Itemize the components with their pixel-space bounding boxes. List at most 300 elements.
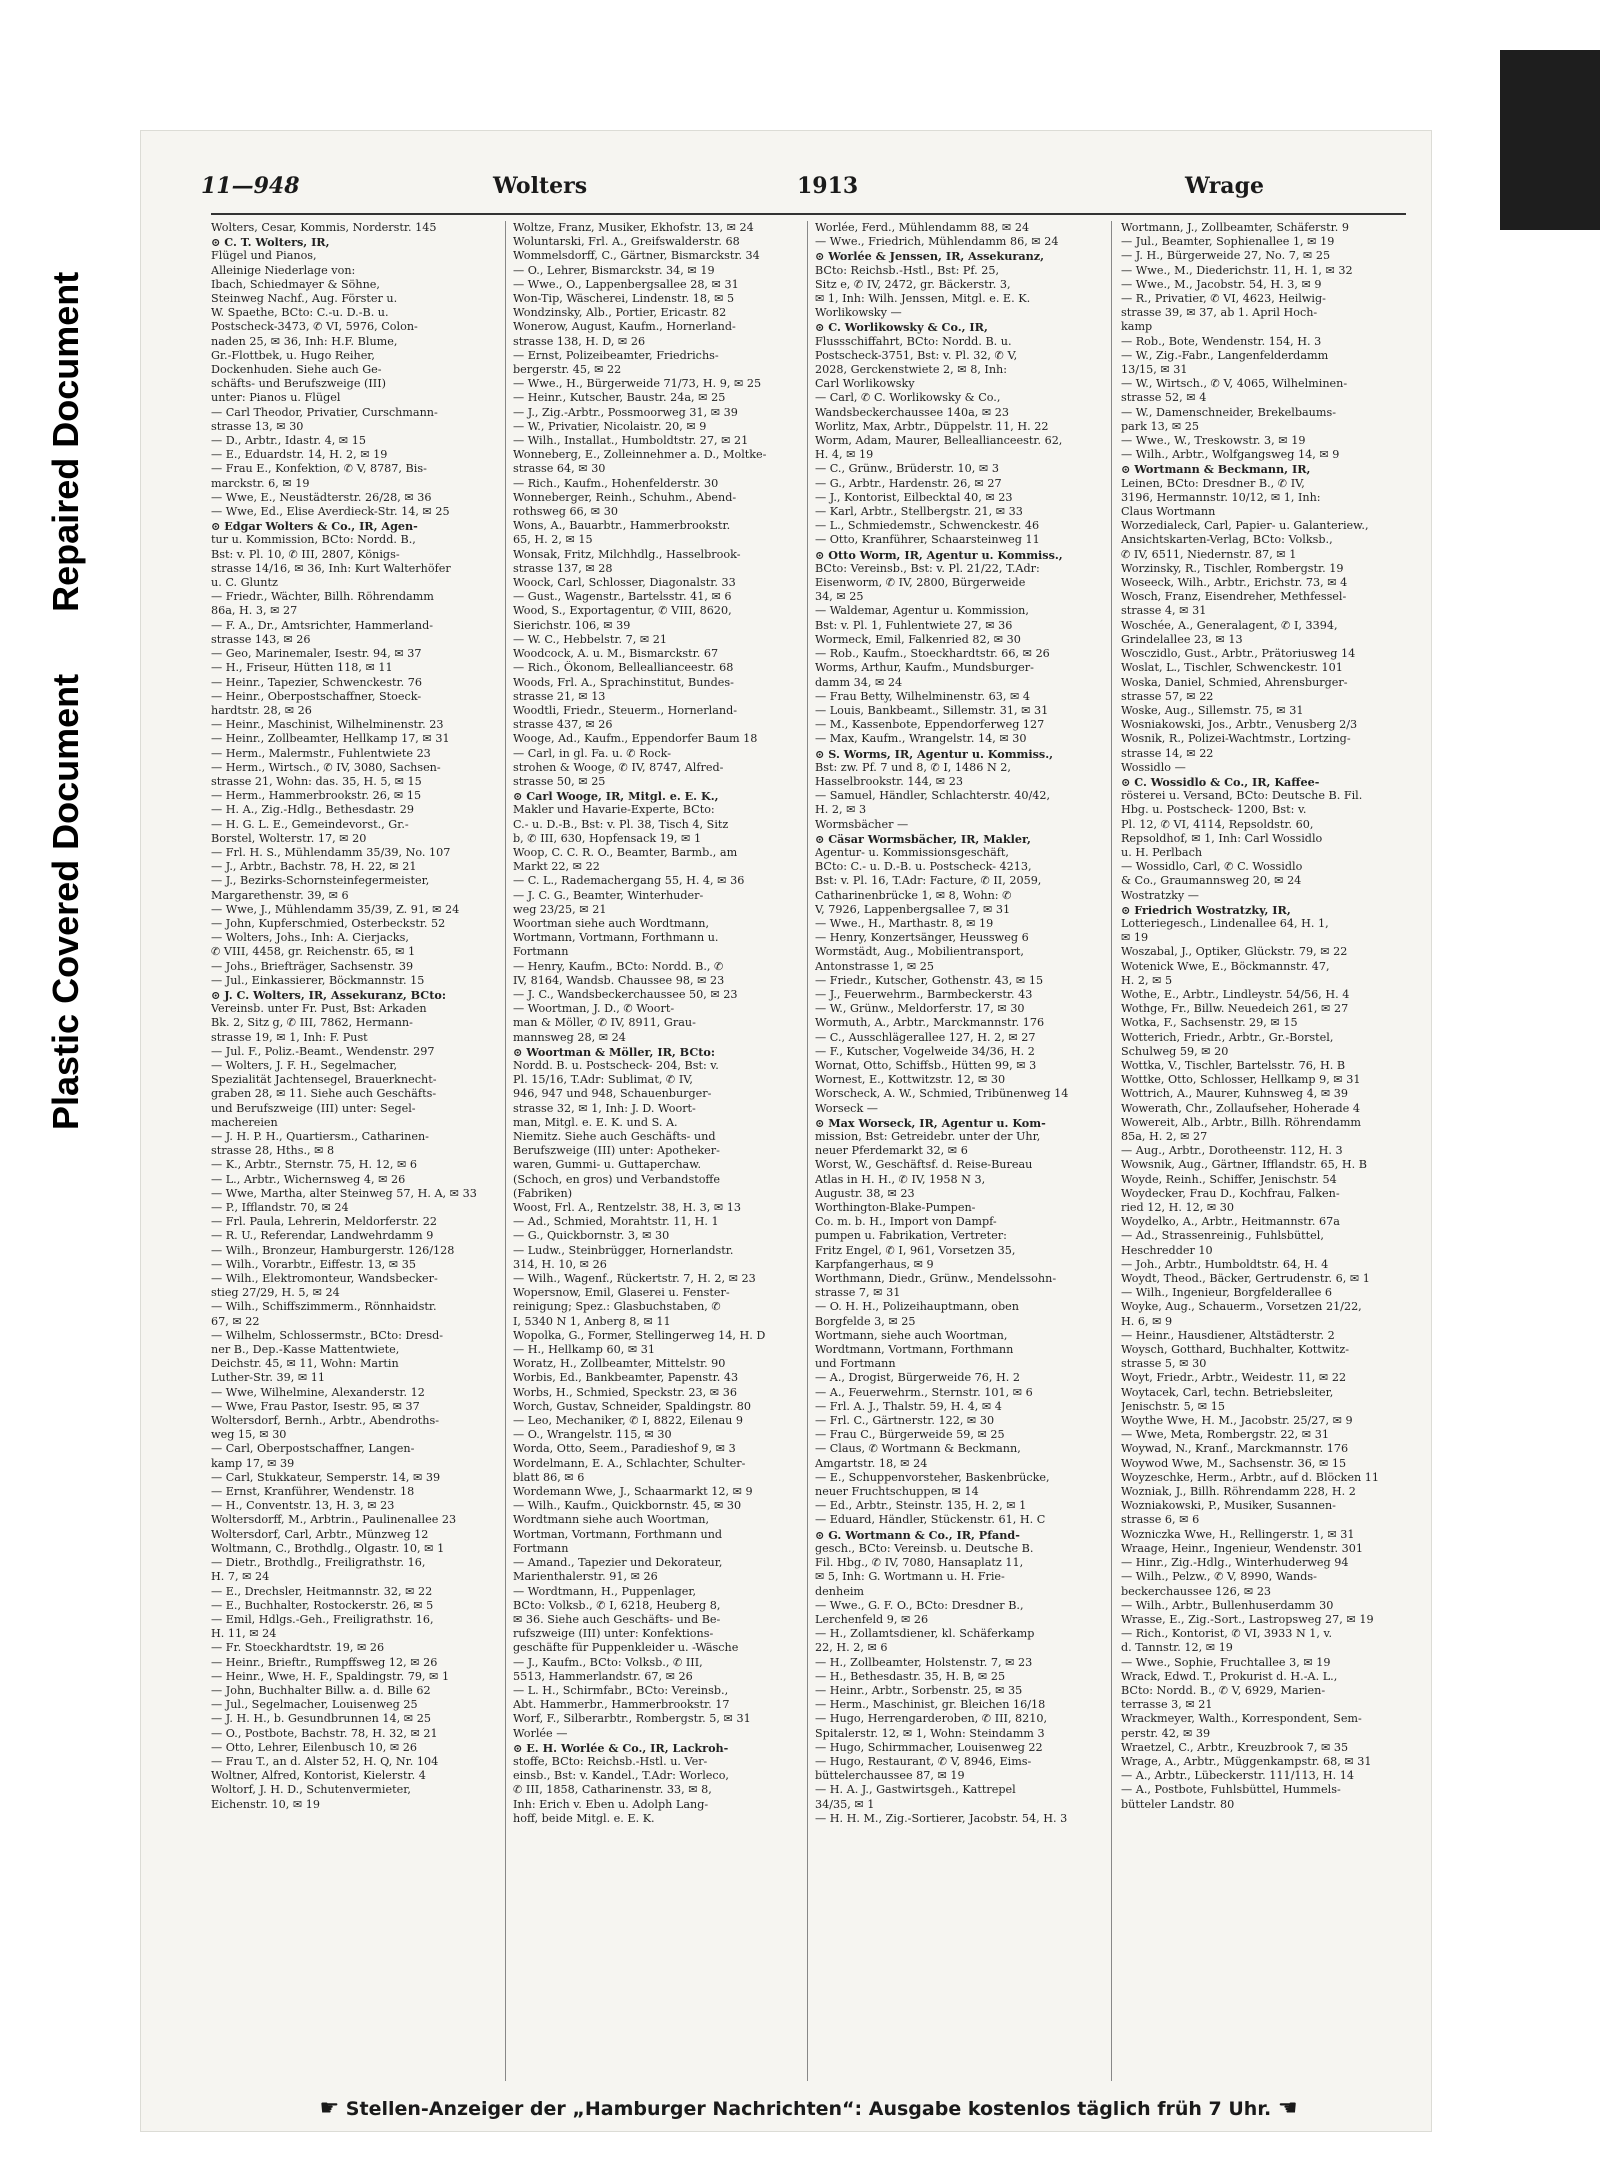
directory-entry-line: stieg 27/29, H. 5, ✉ 24 [211,1286,340,1300]
directory-entry-line: — Heinr., Wwe, H. F., Spaldingstr. 79, ✉ 1 [211,1669,450,1683]
directory-entry-line: Wandsbeckerchaussee 140a, ✉ 23 [815,405,1010,419]
directory-entry-line: Worseck — [815,1101,878,1115]
directory-entry-line: Wowerath, Chr., Zollaufseher, Hoherade 4 [1121,1101,1360,1115]
directory-entry-line: — Frau T., an d. Alster 52, H. Q, Nr. 104 [211,1754,439,1768]
directory-entry-line: — F. A., Dr., Amtsrichter, Hammerland- [211,618,434,632]
directory-entry-line: bergerstr. 45, ✉ 22 [513,363,622,377]
directory-entry-line: Margarethenstr. 39, ✉ 6 [211,888,349,902]
directory-entry-line: Inh: Erich v. Eben u. Adolph Lang- [513,1797,709,1811]
directory-entry-line: geschäfte für Puppenkleider u. -Wäsche [513,1641,739,1655]
directory-entry-line: Wolters, Cesar, Kommis, Norderstr. 145 [211,221,437,234]
directory-entry-line: 13/15, ✉ 31 [1121,363,1188,377]
directory-entry-line: — Dietr., Brothdlg., Freiligrathstr. 16, [211,1556,426,1570]
directory-entry-line: 314, H. 10, ✉ 26 [513,1257,607,1271]
directory-entry-line: — Wilh., Schiffszimmerm., Rönnhaidstr. [211,1300,437,1314]
directory-entry-line: Jenischstr. 5, ✉ 15 [1121,1399,1225,1413]
directory-entry-line: unter: Pianos u. Flügel [211,391,341,405]
directory-entry-line: — H., Zollamtsdiener, kl. Schäferkamp [815,1627,1035,1641]
directory-entry-line: Karpfangerhaus, ✉ 9 [815,1257,934,1271]
directory-entry-line: Bst: v. Pl. 16, T.Adr: Facture, ✆ II, 2059, [815,874,1042,888]
directory-entry-line: ⊙ Woortman & Möller, IR, BCto: [513,1044,715,1059]
directory-entry-line: Woltze, Franz, Musiker, Ekhofstr. 13, ✉ 24 [513,221,754,234]
directory-entry-line: Worlikowsky — [815,306,902,320]
directory-entry-line: rösterei u. Versand, BCto: Deutsche B. Fil. [1121,789,1363,803]
directory-entry-line: Worbis, Ed., Bankbeamter, Papenstr. 43 [513,1371,739,1385]
header-year: 1913 [797,173,859,199]
directory-entry-line: — W., Zig.-Fabr., Langenfelderdamm [1121,348,1329,362]
directory-entry-line: — Hugo, Schirmmacher, Louisenweg 22 [815,1740,1043,1754]
directory-entry-line: b, ✆ III, 630, Hopfensack 19, ✉ 1 [513,831,702,845]
directory-entry-line: strasse 50, ✉ 25 [513,774,606,788]
directory-entry-line: Wornat, Otto, Schiffsb., Hütten 99, ✉ 3 [815,1058,1037,1072]
directory-entry-line: Worch, Gustav, Schneider, Spaldingstr. 80 [513,1399,751,1413]
directory-entry-line: Wonsak, Fritz, Milchhdlg., Hasselbrook- [513,547,741,561]
directory-entry-line: Woywad, N., Kranf., Marckmannstr. 176 [1121,1442,1349,1456]
directory-entry-line: — Aug., Arbtr., Dorotheenstr. 112, H. 3 [1121,1144,1343,1158]
directory-entry-line: strasse 19, ✉ 1, Inh: F. Pust [211,1030,368,1044]
directory-entry-line: Wrage, A., Arbtr., Müggenkampstr. 68, ✉ 31 [1121,1754,1372,1768]
directory-entry-line: — Herm., Maschinist, gr. Bleichen 16/18 [815,1698,1046,1712]
directory-entry-line: strasse 64, ✉ 30 [513,462,606,476]
directory-entry-line: Hasselbrookstr. 144, ✉ 23 [815,774,963,788]
directory-entry-line: Postscheck-3473, ✆ VI, 5976, Colon- [211,320,418,334]
directory-entry-line: — Wilh., Elektromonteur, Wandsbecker- [211,1272,438,1286]
directory-entry-line: Worlée — [513,1726,568,1740]
directory-entry-line: graben 28, ✉ 11. Siehe auch Geschäfts- [211,1087,437,1101]
directory-entry-line: ⊙ C. Worlikowsky & Co., IR, [815,320,988,335]
directory-entry-line: terrasse 3, ✉ 21 [1121,1698,1213,1712]
directory-entry-line: ner B., Dep.-Kasse Mattentwiete, [211,1343,400,1357]
directory-entry-line: Wostratzky — [1121,888,1199,902]
directory-entry-line: — L. H., Schirmfabr., BCto: Vereinsb., [513,1683,729,1697]
directory-entry-line: — J., Feuerwehrm., Barmbeckerstr. 43 [815,987,1033,1001]
directory-entry-line: — Wwe, Martha, alter Steinweg 57, H. A, ✉ 33 [211,1186,477,1200]
directory-entry-line: & Co., Graumannsweg 20, ✉ 24 [1121,874,1302,888]
directory-entry-line: (Schoch, en gros) und Verbandstoffe [513,1172,720,1186]
directory-entry-line: — G., Quickbornstr. 3, ✉ 30 [513,1229,670,1243]
directory-entry-line: Worda, Otto, Seem., Paradieshof 9, ✉ 3 [513,1442,736,1456]
directory-entry-line: — Wwe, J., Mühlendamm 35/39, Z. 91, ✉ 24 [211,902,460,916]
directory-entry-line: — J., Arbtr., Bachstr. 78, H. 22, ✉ 21 [211,860,417,874]
directory-entry-line: man, Mitgl. e. E. K. und S. A. [513,1115,678,1129]
directory-entry-line: ⊙ Carl Wooge, IR, Mitgl. e. E. K., [513,789,719,804]
directory-entry-line: Carl Worlikowsky [815,377,915,391]
directory-entry-line: — Carl, Oberpostschaffner, Langen- [211,1442,415,1456]
directory-entry-line: — J., Kontorist, Eilbecktal 40, ✉ 23 [815,490,1013,504]
directory-entry-line: Woltersdorf, Bernh., Arbtr., Abendroths- [211,1414,440,1428]
directory-entry-line: 5513, Hammerlandstr. 67, ✉ 26 [513,1669,693,1683]
directory-entry-line: blatt 86, ✉ 6 [513,1470,585,1484]
directory-entry-line: — J. H., Bürgerweide 27, No. 7, ✉ 25 [1121,249,1331,263]
directory-entry-line: Woydt, Theod., Bäcker, Gertrudenstr. 6, ✉ 1 [1121,1272,1370,1286]
directory-entry-line: — Ad., Schmied, Morahtstr. 11, H. 1 [513,1215,719,1229]
directory-entry-line: Wornest, E., Kottwitzstr. 12, ✉ 30 [815,1073,1006,1087]
directory-entry-line: — Wolters, J. F. H., Segelmacher, [211,1058,398,1072]
directory-entry-line: — Frl. H. S., Mühlendamm 35/39, No. 107 [211,845,451,859]
directory-entry-line: Woltner, Alfred, Kontorist, Kielerstr. 4 [211,1769,426,1783]
directory-entry-line: — L., Schmiedemstr., Schwenckestr. 46 [815,519,1040,533]
directory-entry-line: Eichenstr. 10, ✉ 19 [211,1797,321,1811]
directory-entry-line: Makler und Havarie-Experte, BCto: [513,803,715,817]
directory-entry-line: Antonstrasse 1, ✉ 25 [815,959,935,973]
directory-entry-line: Schulweg 59, ✉ 20 [1121,1044,1229,1058]
directory-entry-line: Wothge, Fr., Billw. Neuedeich 261, ✉ 27 [1121,1002,1349,1016]
directory-entry-line: Woost, Frl. A., Rentzelstr. 38, H. 3, ✉ 13 [513,1201,742,1215]
directory-entry-line: Woydecker, Frau D., Kochfrau, Falken- [1121,1186,1340,1200]
directory-entry-line: — Claus, ✆ Wortmann & Beckmann, [815,1442,1021,1456]
directory-entry-line: — Rich., Ökonom, Belleallianceestr. 68 [513,661,734,675]
directory-entry-line: ✉ 1, Inh: Wilh. Jenssen, Mitgl. e. E. K. [815,292,1031,306]
directory-entry-line: — H., Zollbeamter, Holstenstr. 7, ✉ 23 [815,1655,1033,1669]
directory-entry-line: — H., Bethesdastr. 35, H. B, ✉ 25 [815,1669,1006,1683]
directory-entry-line: 65, H. 2, ✉ 15 [513,533,593,547]
directory-entry-line: büttelerchaussee 87, ✉ 19 [815,1769,965,1783]
directory-entry-line: Berufszweige (III) unter: Apotheker- [513,1144,720,1158]
footer-text: Stellen-Anzeiger der „Hamburger Nachrichten“: Ausgabe kostenlos täglich früh 7 Uhr. [345,2098,1272,2120]
directory-entry-line: — Heinr., Maschinist, Wilhelminenstr. 23 [211,718,444,732]
directory-entry-line: — Rich., Kontorist, ✆ VI, 3933 N 1, v. [1121,1627,1333,1641]
directory-entry-line: Woortman siehe auch Wordtmann, [513,916,710,930]
directory-entry-line: Hbg. u. Postscheck- 1200, Bst: v. [1121,803,1307,817]
directory-entry-line: Woodcock, A. u. M., Bismarckstr. 67 [513,647,719,661]
directory-entry-line: — J., Zig.-Arbtr., Possmoorweg 31, ✉ 39 [513,405,738,419]
directory-entry-line: Leinen, BCto: Dresdner B., ✆ IV, [1121,476,1305,490]
page-header [201,173,1401,213]
directory-entry-line: ⊙ Cäsar Wormsbächer, IR, Makler, [815,831,1031,846]
directory-entry-line: Woyde, Reinh., Schiffer, Jenischstr. 54 [1121,1172,1337,1186]
directory-entry-line: Woock, Carl, Schlosser, Diagonalstr. 33 [513,576,736,590]
directory-entry-line: Wosniakowski, Jos., Arbtr., Venusberg 2/3 [1121,718,1358,732]
directory-entry-line: — Frl. C., Gärtnerstr. 122, ✉ 30 [815,1414,995,1428]
directory-entry-line: — Otto, Kranführer, Schaarsteinweg 11 [815,533,1040,547]
directory-entry-line: — Hugo, Restaurant, ✆ V, 8946, Eims- [815,1754,1032,1768]
directory-entry-line: — Eduard, Händler, Stückenstr. 61, H. C [815,1513,1046,1527]
directory-entry-line: — Geo, Marinemaler, Isestr. 94, ✉ 37 [211,647,422,661]
directory-entry-line: und Fortmann [815,1357,896,1371]
directory-entry-line: (Fabriken) [513,1186,573,1200]
directory-entry-line: marckstr. 6, ✉ 19 [211,476,310,490]
directory-entry-line: ⊙ Otto Worm, IR, Agentur u. Kommiss., [815,547,1063,562]
directory-entry-line: — Frau C., Bürgerweide 59, ✉ 25 [815,1428,1005,1442]
directory-entry-line: ⊙ Worlée & Jenssen, IR, Assekuranz, [815,249,1044,264]
directory-entry-line: — R., Privatier, ✆ VI, 4623, Heilwig- [1121,292,1326,306]
directory-entry-line: — Herm., Wirtsch., ✆ IV, 3080, Sachsen- [211,760,441,774]
directory-entry-line: Fortmann [513,1541,569,1555]
directory-entry-line: Grindelallee 23, ✉ 13 [1121,632,1243,646]
directory-entry-line: ⊙ J. C. Wolters, IR, Assekuranz, BCto: [211,987,446,1002]
directory-entry-line: Woydelko, A., Arbtr., Heitmannstr. 67a [1121,1215,1340,1229]
directory-entry-line: — Woortman, J. D., ✆ Woort- [513,1002,675,1016]
directory-entry-line: — Friedr., Kutscher, Gothenstr. 43, ✉ 15 [815,973,1044,987]
directory-entry-line: — Wossidlo, Carl, ✆ C. Wossidlo [1121,860,1303,874]
directory-entry-line: beckerchaussee 126, ✉ 23 [1121,1584,1272,1598]
directory-entry-line: Bst: zw. Pf. 7 und 8, ✆ I, 1486 N 2, [815,760,1011,774]
directory-entry-line: — Friedr., Wächter, Billh. Röhrendamm [211,590,434,604]
directory-entry-line: kamp [1121,320,1153,334]
plastic-covered-label: Plastic Covered Document [45,673,86,1130]
directory-entry-line: — W., Damenschneider, Brekelbaums- [1121,405,1336,419]
directory-entry-line: Worbs, H., Schmied, Speckstr. 23, ✉ 36 [513,1385,737,1399]
directory-entry-line: mannsweg 28, ✉ 24 [513,1030,626,1044]
directory-entry-line: — J., Bezirks-Schornsteinfegermeister, [211,874,430,888]
directory-entry-line: IV, 8164, Wandsb. Chaussee 98, ✉ 23 [513,973,725,987]
directory-entry-line: — Wilh., Installat., Humboldtstr. 27, ✉ 21 [513,434,749,448]
directory-entry-line: u. H. Perlbach [1121,845,1203,859]
directory-entry-line: Wottrich, A., Maurer, Kuhnsweg 4, ✉ 39 [1121,1087,1349,1101]
directory-entry-line: Wortmann, J., Zollbeamter, Schäferstr. 9 [1121,221,1349,234]
directory-entry-line: perstr. 42, ✉ 39 [1121,1726,1211,1740]
directory-entry-line: — Jul., Segelmacher, Louisenweg 25 [211,1698,418,1712]
directory-entry-line: Woltmann, C., Brothdlg., Olgastr. 10, ✉ 1 [211,1541,445,1555]
directory-entry-line: strasse 138, H. D, ✉ 26 [513,334,646,348]
directory-entry-line: strasse 21, Wohn: das. 35, H. 5, ✉ 15 [211,774,422,788]
footer-banner [211,2096,1406,2121]
directory-entry-line: pumpen u. Fabrikation, Vertreter: [815,1229,1007,1243]
directory-entry-line: Wowereit, Alb., Arbtr., Billh. Röhrendamm [1121,1115,1362,1129]
repaired-label: Repaired Document [45,271,86,612]
directory-entry-line: Worthington-Blake-Pumpen- [815,1201,976,1215]
directory-entry-line: — Samuel, Händler, Schlachterstr. 40/42, [815,789,1051,803]
directory-entry-line: Woyzeschke, Herm., Arbtr., auf d. Blöcken 11 [1121,1470,1379,1484]
directory-entry-line: Borgfelde 3, ✉ 25 [815,1314,916,1328]
directory-entry-line: — Frau E., Konfektion, ✆ V, 8787, Bis- [211,462,427,476]
directory-entry-line: Atlas in H. H., ✆ IV, 1958 N 3, [815,1172,986,1186]
directory-entry-line: Wraetzel, C., Arbtr., Kreuzbrook 7, ✉ 35 [1121,1740,1349,1754]
directory-entry-line: — John, Kupferschmied, Osterbeckstr. 52 [211,916,446,930]
directory-entry-line: Dockenhuden. Siehe auch Ge- [211,363,382,377]
directory-entry-line: — A., Postbote, Fuhlsbüttel, Hummels- [1121,1783,1341,1797]
header-rule [211,213,1406,215]
directory-entry-line: — Carl, Stukkateur, Semperstr. 14, ✉ 39 [211,1470,441,1484]
directory-entry-line: — D., Arbtr., Idastr. 4, ✉ 15 [211,434,366,448]
directory-entry-line: — Heinr., Arbtr., Sorbenstr. 25, ✉ 35 [815,1683,1023,1697]
directory-entry-line: Wotka, F., Sachsenstr. 29, ✉ 15 [1121,1016,1298,1030]
directory-entry-line: — Wwe, E., Neustädterstr. 26/28, ✉ 36 [211,490,432,504]
directory-entry-line: Wosnik, R., Polizei-Wachtmstr., Lortzing- [1121,732,1351,746]
directory-entry-line: Wormsbächer — [815,817,909,831]
directory-entry-line: — Ernst, Kranführer, Wendenstr. 18 [211,1485,415,1499]
directory-entry-line: damm 34, ✉ 24 [815,675,903,689]
directory-entry-line: — Heinr., Tapezier, Schwenckestr. 76 [211,675,422,689]
directory-entry-line: Woodtli, Friedr., Steuerm., Hornerland- [513,703,738,717]
directory-entry-line: BCto: C.- u. D.-B. u. Postscheck- 4213, [815,860,1032,874]
directory-entry-line: Deichstr. 45, ✉ 11, Wohn: Martin [211,1357,399,1371]
directory-entry-line: Woytacek, Carl, techn. Betriebsleiter, [1121,1385,1334,1399]
directory-entry-line: ⊙ C. T. Wolters, IR, [211,235,330,250]
directory-entry-line: Wrasse, E., Zig.-Sort., Lastropsweg 27, ✉ 19 [1121,1612,1374,1626]
directory-entry-line: — J. H. H., b. Gesundbrunnen 14, ✉ 25 [211,1712,431,1726]
directory-entry-line: — Frl. A. J., Thalstr. 59, H. 4, ✉ 4 [815,1399,1002,1413]
directory-entry-line: C.- u. D.-B., Bst: v. Pl. 38, Tisch 4, Sitz [513,817,729,831]
column-4 [1121,221,1406,2081]
directory-entry-line: Markt 22, ✉ 22 [513,860,600,874]
directory-entry-line: — Ludw., Steinbrügger, Hornerlandstr. [513,1243,734,1257]
directory-entry-line: — F., Kutscher, Vogelweide 34/36, H. 2 [815,1044,1035,1058]
directory-entry-line: ⊙ S. Worms, IR, Agentur u. Kommiss., [815,746,1054,761]
directory-entry-line: — Leo, Mechaniker, ✆ I, 8822, Eilenau 9 [513,1414,744,1428]
directory-entry-line: Repsoldhof, ✉ 1, Inh: Carl Wossidlo [1121,831,1323,845]
directory-entry-line: Wosch, Franz, Eisendreher, Methfessel- [1121,590,1347,604]
directory-entry-line: Woszabal, J., Optiker, Glückstr. 79, ✉ 22 [1121,945,1348,959]
directory-entry-line: Pl. 12, ✆ VI, 4114, Repsoldstr. 60, [1121,817,1314,831]
directory-entry-line: Wotterich, Friedr., Arbtr., Gr.-Borstel, [1121,1030,1334,1044]
directory-entry-line: Abt. Hammerbr., Hammerbrookstr. 17 [513,1698,730,1712]
directory-entry-line: — Hugo, Herrengarderoben, ✆ III, 8210, [815,1712,1048,1726]
directory-entry-line: — Wilh., Wagenf., Rückertstr. 7, H. 2, ✉ 23 [513,1272,756,1286]
directory-entry-line: — J. C. G., Beamter, Winterhuder- [513,888,704,902]
directory-entry-line: — Wwe, Meta, Rombergstr. 22, ✉ 31 [1121,1428,1329,1442]
directory-entry-line: — Heinr., Brieftr., Rumpffsweg 12, ✉ 26 [211,1655,438,1669]
directory-entry-line: Woythe Wwe, H. M., Jacobstr. 25/27, ✉ 9 [1121,1414,1353,1428]
directory-entry-line: — Rob., Bote, Wendenstr. 154, H. 3 [1121,334,1322,348]
directory-entry-line: strasse 137, ✉ 28 [513,561,613,575]
directory-entry-line: Lotteriegesch., Lindenallee 64, H. 1, [1121,916,1329,930]
directory-entry-line: — Rob., Kaufm., Stoeckhardtstr. 66, ✉ 26 [815,647,1050,661]
directory-entry-line: Lerchenfeld 9, ✉ 26 [815,1612,929,1626]
directory-entry-line: — Jul., Einkassierer, Böckmannstr. 15 [211,973,425,987]
directory-entry-line: — W., Privatier, Nicolaistr. 20, ✉ 9 [513,419,707,433]
directory-entry-line: — O. H. H., Polizeihauptmann, oben [815,1300,1019,1314]
directory-entry-line: strasse 6, ✉ 6 [1121,1513,1200,1527]
directory-entry-line: — P., Ifflandstr. 70, ✉ 24 [211,1201,349,1215]
directory-entry-line: — Wwe., G. F. O., BCto: Dresdner B., [815,1598,1024,1612]
directory-entry-line: — Wilh., Arbtr., Wolfgangsweg 14, ✉ 9 [1121,448,1340,462]
directory-entry-line: Woska, Daniel, Schmied, Ahrensburger- [1121,675,1348,689]
directory-entry-line: rufszweige (III) unter: Konfektions- [513,1627,714,1641]
directory-entry-line: — Frau Betty, Wilhelminenstr. 63, ✉ 4 [815,689,1031,703]
directory-entry-line: Woschée, A., Generalagent, ✆ I, 3394, [1121,618,1338,632]
directory-entry-line: strasse 14/16, ✉ 36, Inh: Kurt Walterhöfer [211,561,451,575]
directory-entry-line: mission, Bst: Getreidebr. unter der Uhr, [815,1130,1041,1143]
directory-entry-line: gesch., BCto: Vereinsb. u. Deutsche B. [815,1541,1034,1555]
directory-entry-line: ⊙ C. Wossidlo & Co., IR, Kaffee- [1121,774,1320,789]
directory-entry-line: ✆ VIII, 4458, gr. Reichenstr. 65, ✉ 1 [211,945,416,959]
directory-entry-line: — Max, Kaufm., Wrangelstr. 14, ✉ 30 [815,732,1027,746]
directory-entry-line: Sierichstr. 106, ✉ 39 [513,618,631,632]
directory-entry-line: — E., Eduardstr. 14, H. 2, ✉ 19 [211,448,388,462]
directory-entry-line: Woluntarski, Frl. A., Greifswalderstr. 68 [513,235,740,249]
directory-entry-line: Bst: v. Pl. 1, Fuhlentwiete 27, ✉ 36 [815,618,1013,632]
directory-entry-line: W. Spaethe, BCto: C.-u. D.-B. u. [211,306,389,320]
directory-entry-line: — Wwe., M., Diederichstr. 11, H. 1, ✉ 32 [1121,263,1353,277]
directory-entry-line: Won-Tip, Wäscherei, Lindenstr. 18, ✉ 5 [513,292,735,306]
pointing-hand-right-icon: ☚ [1277,2096,1298,2121]
directory-entry-line: u. C. Gluntz [211,576,278,590]
directory-entry-line: — Wolters, Johs., Inh: A. Cierjacks, [211,931,409,945]
directory-entry-line: Woop, C. C. R. O., Beamter, Barmb., am [513,845,738,859]
directory-entry-line: — E., Drechsler, Heitmannstr. 32, ✉ 22 [211,1584,433,1598]
directory-entry-line: BCto: Vereinsb., Bst: v. Pl. 21/22, T.Adr: [815,561,1040,575]
directory-entry-line: — Wwe., W., Treskowstr. 3, ✉ 19 [1121,434,1306,448]
directory-entry-line: ⊙ G. Wortmann & Co., IR, Pfand- [815,1527,1020,1542]
directory-entry-line: H. 6, ✉ 9 [1121,1314,1173,1328]
directory-entry-line: — O., Lehrer, Bismarckstr. 34, ✉ 19 [513,263,715,277]
directory-entry-line: 86a, H. 3, ✉ 27 [211,604,298,618]
column-divider [1111,221,1112,2081]
directory-entry-line: — Jul. F., Poliz.-Beamt., Wendenstr. 297 [211,1044,435,1058]
directory-entry-line: Wonneberger, Reinh., Schuhm., Abend- [513,490,737,504]
directory-entry-line: strasse 21, ✉ 13 [513,689,606,703]
directory-entry-line: strasse 143, ✉ 26 [211,632,311,646]
directory-entry-line: Wrackmeyer, Walth., Korrespondent, Sem- [1121,1712,1362,1726]
directory-entry-line: Wraage, Heinr., Ingenieur, Wendenstr. 301 [1121,1541,1363,1555]
pointing-hand-left-icon: ☛ [319,2096,340,2121]
directory-entry-line: — Carl Theodor, Privatier, Curschmann- [211,405,438,419]
directory-entry-line: I, 5340 N 1, Anberg 8, ✉ 11 [513,1314,671,1328]
directory-entry-line: strasse 4, ✉ 31 [1121,604,1207,618]
directory-entry-line: — H., Conventstr. 13, H. 3, ✉ 23 [211,1499,395,1513]
directory-entry-line: — Joh., Arbtr., Humboldtstr. 64, H. 4 [1121,1257,1329,1271]
directory-entry-line: strasse 57, ✉ 22 [1121,689,1214,703]
directory-entry-line: — H. A. J., Gastwirtsgeh., Kattrepel [815,1783,1016,1797]
directory-entry-line: Worms, Arthur, Kaufm., Mundsburger- [815,661,1034,675]
directory-entry-line: ⊙ Friedrich Wostratzky, IR, [1121,902,1291,917]
directory-entry-line: — Wwe, Frau Pastor, Isestr. 95, ✉ 37 [211,1399,420,1413]
directory-entry-line: Wordemann Wwe, J., Schaarmarkt 12, ✉ 9 [513,1485,753,1499]
directory-entry-line: H. 2, ✉ 5 [1121,973,1173,987]
directory-entry-line: waren, Gummi- u. Guttaperchaw. [513,1158,702,1172]
directory-entry-line: Worst, W., Geschäftsf. d. Reise-Bureau [815,1158,1033,1172]
directory-entry-line: — W., Wirtsch., ✆ V, 4065, Wilhelminen- [1121,377,1348,391]
directory-entry-line: Woltersdorf, Carl, Arbtr., Münzweg 12 [211,1527,429,1541]
directory-entry-line: Wossidlo — [1121,760,1186,774]
directory-entry-line: Wozniak, J., Billh. Röhrendamm 228, H. 2 [1121,1485,1356,1499]
directory-entry-line: weg 15, ✉ 30 [211,1428,287,1442]
directory-entry-line: — Henry, Konzertsänger, Heussweg 6 [815,931,1029,945]
directory-entry-line: — Wwe., H., Bürgerweide 71/73, H. 9, ✉ 25 [513,377,762,391]
directory-entry-line: — Heinr., Zollbeamter, Hellkamp 17, ✉ 31 [211,732,450,746]
header-left-word: Wolters [493,173,588,199]
directory-entry-line: strasse 7, ✉ 31 [815,1286,901,1300]
directory-entry-line: 34, ✉ 25 [815,590,864,604]
header-right-word: Wrage [1185,173,1264,199]
directory-entry-line: Spezialität Jachtensegel, Brauerknecht- [211,1073,437,1087]
directory-entry-line: Heschredder 10 [1121,1243,1213,1257]
directory-entry-line: Wottke, Otto, Schlosser, Hellkamp 9, ✉ 31 [1121,1073,1361,1087]
directory-entry-line: strasse 39, ✉ 37, ab 1. April Hoch- [1121,306,1318,320]
directory-entry-line: H. 7, ✉ 24 [211,1570,270,1584]
directory-entry-line: Wopolka, G., Former, Stellingerweg 14, H. D [513,1328,766,1342]
directory-entry-line: ✉ 19 [1121,931,1149,945]
directory-entry-line: strasse 28, Hths., ✉ 8 [211,1144,335,1158]
directory-entry-line: — Frl. Paula, Lehrerin, Meldorferstr. 22 [211,1215,437,1229]
directory-entry-line: BCto: Nordd. B., ✆ V, 6929, Marien- [1121,1683,1326,1697]
directory-entry-line: Claus Wortmann [1121,505,1216,519]
directory-entry-line: — A., Drogist, Bürgerweide 76, H. 2 [815,1371,1020,1385]
column-1 [211,221,496,2081]
directory-entry-line: — K., Arbtr., Sternstr. 75, H. 12, ✉ 6 [211,1158,418,1172]
directory-entry-line: 22, H. 2, ✉ 6 [815,1641,888,1655]
directory-entry-line: Wood, S., Exportagentur, ✆ VIII, 8620, [513,604,732,618]
directory-entry-line: — G., Arbtr., Hardenstr. 26, ✉ 27 [815,476,1002,490]
directory-entry-line: Bk. 2, Sitz g, ✆ III, 7862, Hermann- [211,1016,413,1030]
directory-entry-line: Wormstädt, Aug., Mobilientransport, [815,945,1024,959]
directory-entry-line: Marienthalerstr. 91, ✉ 26 [513,1570,658,1584]
directory-entry-line: — Heinr., Oberpostschaffner, Stoeck- [211,689,422,703]
directory-entry-line: park 13, ✉ 25 [1121,419,1200,433]
directory-entry-line: Wortman, Vortmann, Forthmann und [513,1527,723,1541]
directory-entry-line: — Wilh., Vorarbtr., Eiffestr. 13, ✉ 35 [211,1257,416,1271]
directory-entry-line: — Wilhelm, Schlossermstr., BCto: Dresd- [211,1328,444,1342]
directory-entry-line: — Wwe, Wilhelmine, Alexanderstr. 12 [211,1385,425,1399]
directory-entry-line: — M., Kassenbote, Eppendorferweg 127 [815,718,1045,732]
directory-entry-line: ⊙ Max Worseck, IR, Agentur u. Kom- [815,1115,1046,1130]
directory-entry-line: strasse 13, ✉ 30 [211,419,304,433]
directory-entry-line: — Wwe., M., Jacobstr. 54, H. 3, ✉ 9 [1121,277,1322,291]
directory-entry-line: Borstel, Wolterstr. 17, ✉ 20 [211,831,367,845]
directory-entry-line: — Ernst, Polizeibeamter, Friedrichs- [513,348,719,362]
directory-entry-line: — Wilh., Pelzw., ✆ V, 8990, Wands- [1121,1570,1317,1584]
